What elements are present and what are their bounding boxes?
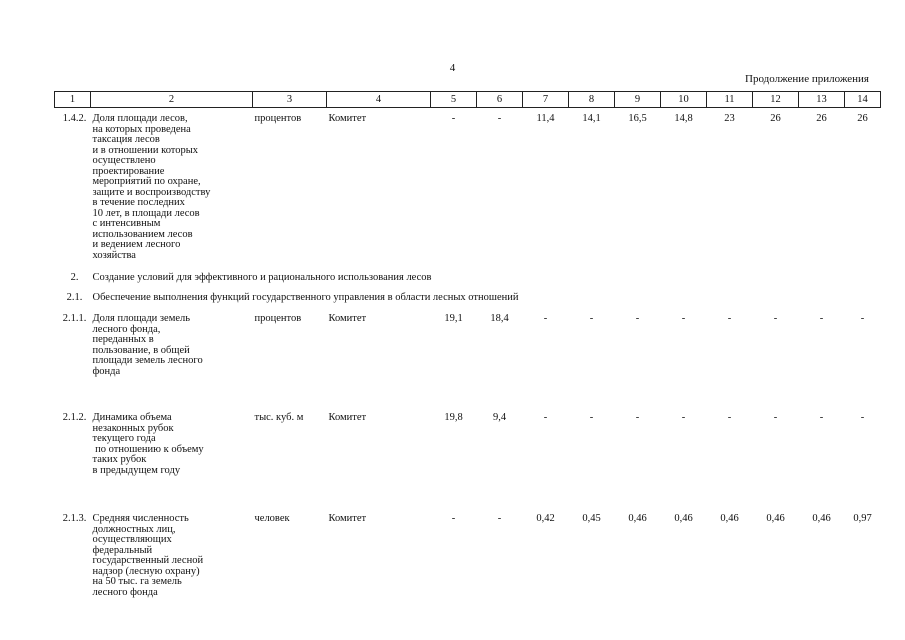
- executor: Комитет: [328, 313, 367, 324]
- row-number: 2.1.: [66, 291, 83, 303]
- table-row: [55, 108, 881, 270]
- indicator-name-line: Динамика объема: [92, 412, 172, 423]
- indicator-name-line: таких рубок: [92, 454, 147, 465]
- unit-of-measure: тыс. куб. м: [254, 412, 304, 423]
- value-col-9: 0,46: [628, 513, 647, 524]
- indicator-name-line: Средняя численность: [92, 513, 189, 524]
- indicator-name-line: Доля площади лесов,: [92, 113, 188, 124]
- table-row: [55, 395, 881, 494]
- column-header-13: 13: [799, 92, 845, 108]
- indicator-name-line: с интенсивным: [92, 218, 161, 229]
- value-col-10: -: [681, 313, 686, 324]
- executor: Комитет: [328, 113, 367, 124]
- indicator-name: [91, 395, 253, 494]
- value-col-5: 19,8: [444, 412, 463, 423]
- value-col-7: -: [543, 313, 548, 324]
- value-col-11: -: [727, 412, 732, 423]
- column-header-14: 14: [845, 92, 881, 108]
- value-col-12: 0,46: [766, 513, 785, 524]
- value-col-7: -: [543, 412, 548, 423]
- row-number: 2.1.3.: [62, 513, 87, 524]
- indicator-name-line: защите и воспроизводству: [92, 186, 211, 198]
- value-col-8: -: [589, 313, 594, 324]
- value-col-11: -: [727, 313, 732, 324]
- column-header-3: 3: [253, 92, 327, 108]
- indicator-name-line: мероприятий по охране,: [92, 176, 201, 187]
- indicator-name: [91, 494, 253, 598]
- value-col-6: 18,4: [490, 313, 509, 324]
- unit-of-measure: процентов: [254, 113, 302, 124]
- indicator-name-line: осуществлено: [92, 155, 156, 166]
- header-row: [55, 92, 881, 108]
- section-title: Обеспечение выполнения функций государственного управления в области лесных отношений: [92, 291, 519, 303]
- table-row: [55, 494, 881, 598]
- column-header-12: 12: [753, 92, 799, 108]
- value-col-5: 19,1: [444, 313, 463, 324]
- indicator-name-line: государственный лесной: [92, 555, 204, 566]
- value-col-11: 23: [724, 113, 735, 124]
- row-number: 2.1.2.: [62, 412, 87, 423]
- indicator-name-line: лесного фонда,: [92, 323, 161, 335]
- indicator-name-line: пользование, в общей: [92, 344, 190, 356]
- section-row: [55, 269, 881, 288]
- value-col-9: -: [635, 412, 640, 423]
- value-col-13: 0,46: [812, 513, 831, 524]
- value-col-8: -: [589, 412, 594, 423]
- value-col-9: 16,5: [628, 113, 647, 124]
- value-col-8: 14,1: [582, 113, 601, 124]
- indicator-name-line: переданных в: [92, 334, 154, 345]
- value-col-10: -: [681, 412, 686, 423]
- indicator-name-line: по отношению к объему: [92, 443, 204, 455]
- indicator-name-line: на 50 тыс. га земель: [92, 576, 182, 587]
- value-col-7: 0,42: [536, 513, 555, 524]
- indicator-name-line: в течение последних: [92, 197, 185, 208]
- indicator-name-line: таксация лесов: [92, 134, 160, 145]
- value-col-6: -: [497, 113, 502, 124]
- column-header-5: 5: [431, 92, 477, 108]
- indicator-name-line: хозяйства: [92, 249, 136, 261]
- indicator-name-line: площади земель лесного: [92, 355, 203, 366]
- indicator-name-line: Доля площади земель: [92, 313, 191, 324]
- indicator-name-line: и в отношении которых: [92, 144, 199, 156]
- value-col-5: -: [451, 513, 456, 524]
- unit-of-measure: процентов: [254, 313, 302, 324]
- continuation-caption: Продолжение приложения: [745, 73, 869, 85]
- executor: Комитет: [328, 513, 367, 524]
- indicator-name-line: осуществляющих: [92, 534, 172, 545]
- row-number: 1.4.2.: [62, 113, 87, 124]
- indicator-name-line: в предыдущем году: [92, 464, 181, 476]
- section-row: [55, 288, 881, 309]
- row-number: 2.: [70, 272, 79, 283]
- value-col-8: 0,45: [582, 513, 601, 524]
- table-body: [55, 108, 881, 599]
- value-col-13: 26: [816, 113, 827, 124]
- column-header-9: 9: [615, 92, 661, 108]
- indicator-name-line: надзор (лесную охрану): [92, 565, 200, 577]
- indicator-name-line: и ведением лесного: [92, 239, 181, 250]
- value-col-6: -: [497, 513, 502, 524]
- executor: Комитет: [328, 412, 367, 423]
- value-col-14: -: [860, 313, 865, 324]
- column-header-2: 2: [91, 92, 253, 108]
- unit-of-measure: человек: [254, 513, 290, 524]
- indicator-name-line: федеральный: [92, 544, 153, 556]
- column-header-11: 11: [707, 92, 753, 108]
- value-col-13: -: [819, 412, 824, 423]
- indicator-name: [91, 108, 253, 270]
- value-col-7: 11,4: [536, 113, 555, 124]
- column-header-4: 4: [327, 92, 431, 108]
- value-col-13: -: [819, 313, 824, 324]
- value-col-14: 26: [857, 113, 868, 124]
- section-title: Создание условий для эффективного и рационального использования лесов: [92, 272, 432, 283]
- column-header-8: 8: [569, 92, 615, 108]
- indicator-name-line: проектирование: [92, 165, 165, 177]
- value-col-14: 0,97: [853, 513, 872, 524]
- page-number: 4: [449, 62, 456, 74]
- row-number: 2.1.1.: [62, 313, 87, 324]
- indicator-name-line: 10 лет, в площади лесов: [92, 207, 200, 219]
- indicator-name-line: лесного фонда: [92, 586, 158, 598]
- value-col-10: 0,46: [674, 513, 693, 524]
- value-col-14: -: [860, 412, 865, 423]
- column-header-6: 6: [477, 92, 523, 108]
- indicator-name: [91, 308, 253, 395]
- value-col-12: -: [773, 313, 778, 324]
- column-header-7: 7: [523, 92, 569, 108]
- indicator-name-line: фонда: [92, 365, 121, 377]
- indicators-table: [54, 91, 881, 598]
- value-col-12: 26: [770, 113, 781, 124]
- indicator-name-line: должностных лиц,: [92, 523, 176, 535]
- table-row: [55, 308, 881, 395]
- value-col-11: 0,46: [720, 513, 739, 524]
- value-col-5: -: [451, 113, 456, 124]
- indicator-name-line: использованием лесов: [92, 228, 193, 240]
- value-col-9: -: [635, 313, 640, 324]
- column-header-1: 1: [55, 92, 91, 108]
- indicator-name-line: незаконных рубок: [92, 422, 174, 434]
- value-col-10: 14,8: [674, 113, 693, 124]
- column-header-10: 10: [661, 92, 707, 108]
- value-col-12: -: [773, 412, 778, 423]
- value-col-6: 9,4: [492, 412, 507, 423]
- indicator-name-line: на которых проведена: [92, 123, 191, 135]
- indicator-name-line: текущего года: [92, 433, 156, 444]
